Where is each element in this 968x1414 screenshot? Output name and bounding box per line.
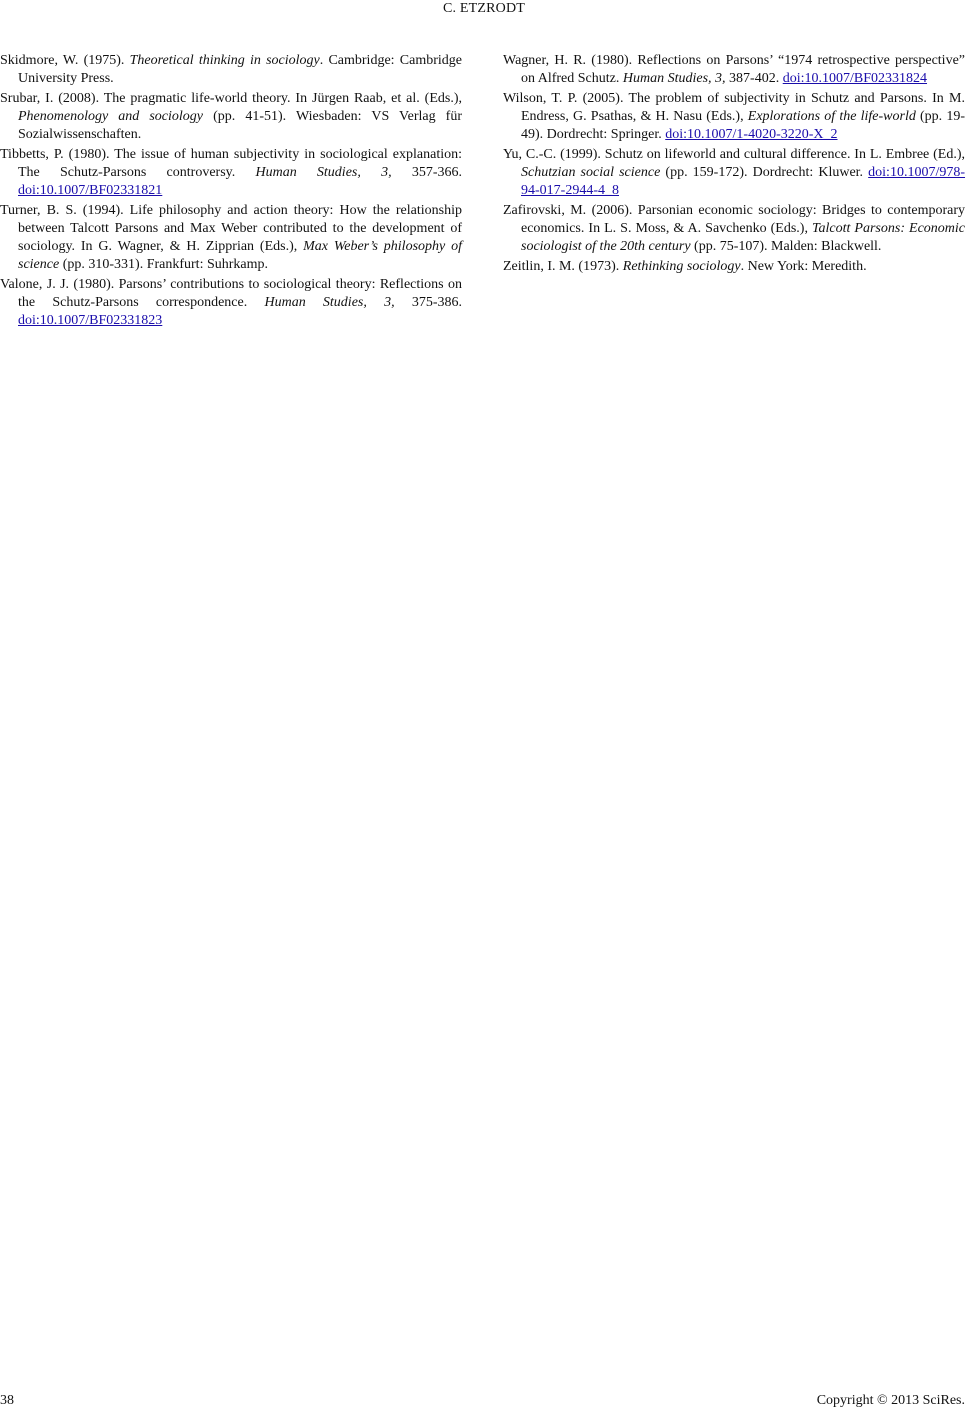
- reference-entry: [503, 52, 965, 88]
- ref-text: 387-402.: [725, 71, 783, 86]
- ref-text: (pp. 41-51). Wiesbaden: VS Verlag für Sozialwissenschaften.: [18, 109, 462, 142]
- reference-entry: [0, 202, 462, 274]
- ref-text: Wilson, T. P. (2005). The problem of subjectivity in Schutz and Parsons. In M. Endress, G. Psathas, & H. Nasu (Eds.),: [503, 91, 965, 124]
- ref-text: Skidmore, W. (1975).: [0, 53, 130, 68]
- ref-text: . New York: Meredith.: [740, 259, 867, 274]
- ref-title: Phenomenology and sociology: [18, 109, 204, 124]
- ref-text: Srubar, I. (2008). The pragmatic life-world theory. In Jürgen Raab, et al. (Eds.),: [0, 91, 462, 106]
- copyright-notice: Copyright © 2013 SciRes.: [816, 1393, 965, 1408]
- ref-text: (pp. 310-331). Frankfurt: Suhrkamp.: [59, 257, 269, 272]
- ref-text: 357-366.: [391, 165, 462, 180]
- doi-link[interactable]: doi:10.1007/978-94-017-2944-4_8: [521, 165, 966, 198]
- ref-title: Human Studies, 3,: [622, 71, 726, 86]
- ref-text: Zafirovski, M. (2006). Parsonian economic sociology: Bridges to contemporary economics. In L. S. Moss, & A. Savchenko (Eds.),: [503, 203, 965, 236]
- reference-entry: [503, 90, 965, 144]
- running-head: C. ETZRODT: [442, 1, 526, 16]
- ref-title: Human Studies, 3,: [264, 295, 395, 310]
- reference-entry: [503, 146, 965, 200]
- ref-title: Rethinking sociology: [622, 259, 741, 274]
- ref-text: Yu, C.-C. (1999). Schutz on lifeworld and cultural difference. In L. Embree (Ed.),: [503, 147, 965, 162]
- ref-title: Explorations of the life-world: [747, 109, 916, 124]
- reference-entry: [0, 52, 462, 88]
- reference-entry: [0, 90, 462, 144]
- doi-link[interactable]: doi:10.1007/1-4020-3220-X_2: [665, 127, 838, 142]
- ref-text: (pp. 159-172). Dordrecht: Kluwer.: [660, 165, 869, 180]
- reference-entry: [0, 146, 462, 200]
- reference-entry: [0, 276, 462, 330]
- references-right-column: [503, 52, 965, 278]
- reference-entry: [503, 258, 965, 276]
- doi-link[interactable]: doi:10.1007/BF02331823: [18, 313, 163, 328]
- ref-text: Valone, J. J. (1980). Parsons’ contributions to sociological theory: Reflections on the Schutz-Parsons correspondence.: [0, 277, 462, 310]
- ref-text: Wagner, H. R. (1980). Reflections on Parsons’ “1974 retrospective perspective” on Alfred Schutz.: [503, 53, 965, 86]
- doi-link[interactable]: doi:10.1007/BF02331824: [782, 71, 928, 86]
- ref-title: Talcott Parsons: Economic sociologist of the 20th century: [521, 221, 966, 254]
- page-number: 38: [0, 1393, 14, 1408]
- ref-text: Tibbetts, P. (1980). The issue of human subjectivity in sociological explanation: The Schutz-Parsons controversy.: [0, 147, 462, 180]
- ref-text: . Cambridge: Cambridge University Press.: [18, 53, 462, 86]
- ref-text: 375-386.: [394, 295, 462, 310]
- ref-text: Turner, B. S. (1994). Life philosophy and action theory: How the relationship between Talcott Parsons and Max Weber contributed to the development of sociology. In G. Wagner, & H. Zipprian (Eds.),: [0, 203, 462, 254]
- ref-text: (pp. 75-107). Malden: Blackwell.: [690, 239, 882, 254]
- ref-title: Human Studies, 3,: [255, 165, 392, 180]
- ref-text: (pp. 19-49). Dordrecht: Springer.: [521, 109, 966, 142]
- ref-title: Theoretical thinking in sociology: [129, 53, 320, 68]
- reference-entry: [503, 202, 965, 256]
- references-left-column: [0, 52, 462, 332]
- ref-text: Zeitlin, I. M. (1973).: [503, 259, 623, 274]
- doi-link[interactable]: doi:10.1007/BF02331821: [18, 183, 163, 198]
- ref-title: Schutzian social science: [521, 165, 661, 180]
- ref-title: Max Weber’s philosophy of science: [18, 239, 462, 272]
